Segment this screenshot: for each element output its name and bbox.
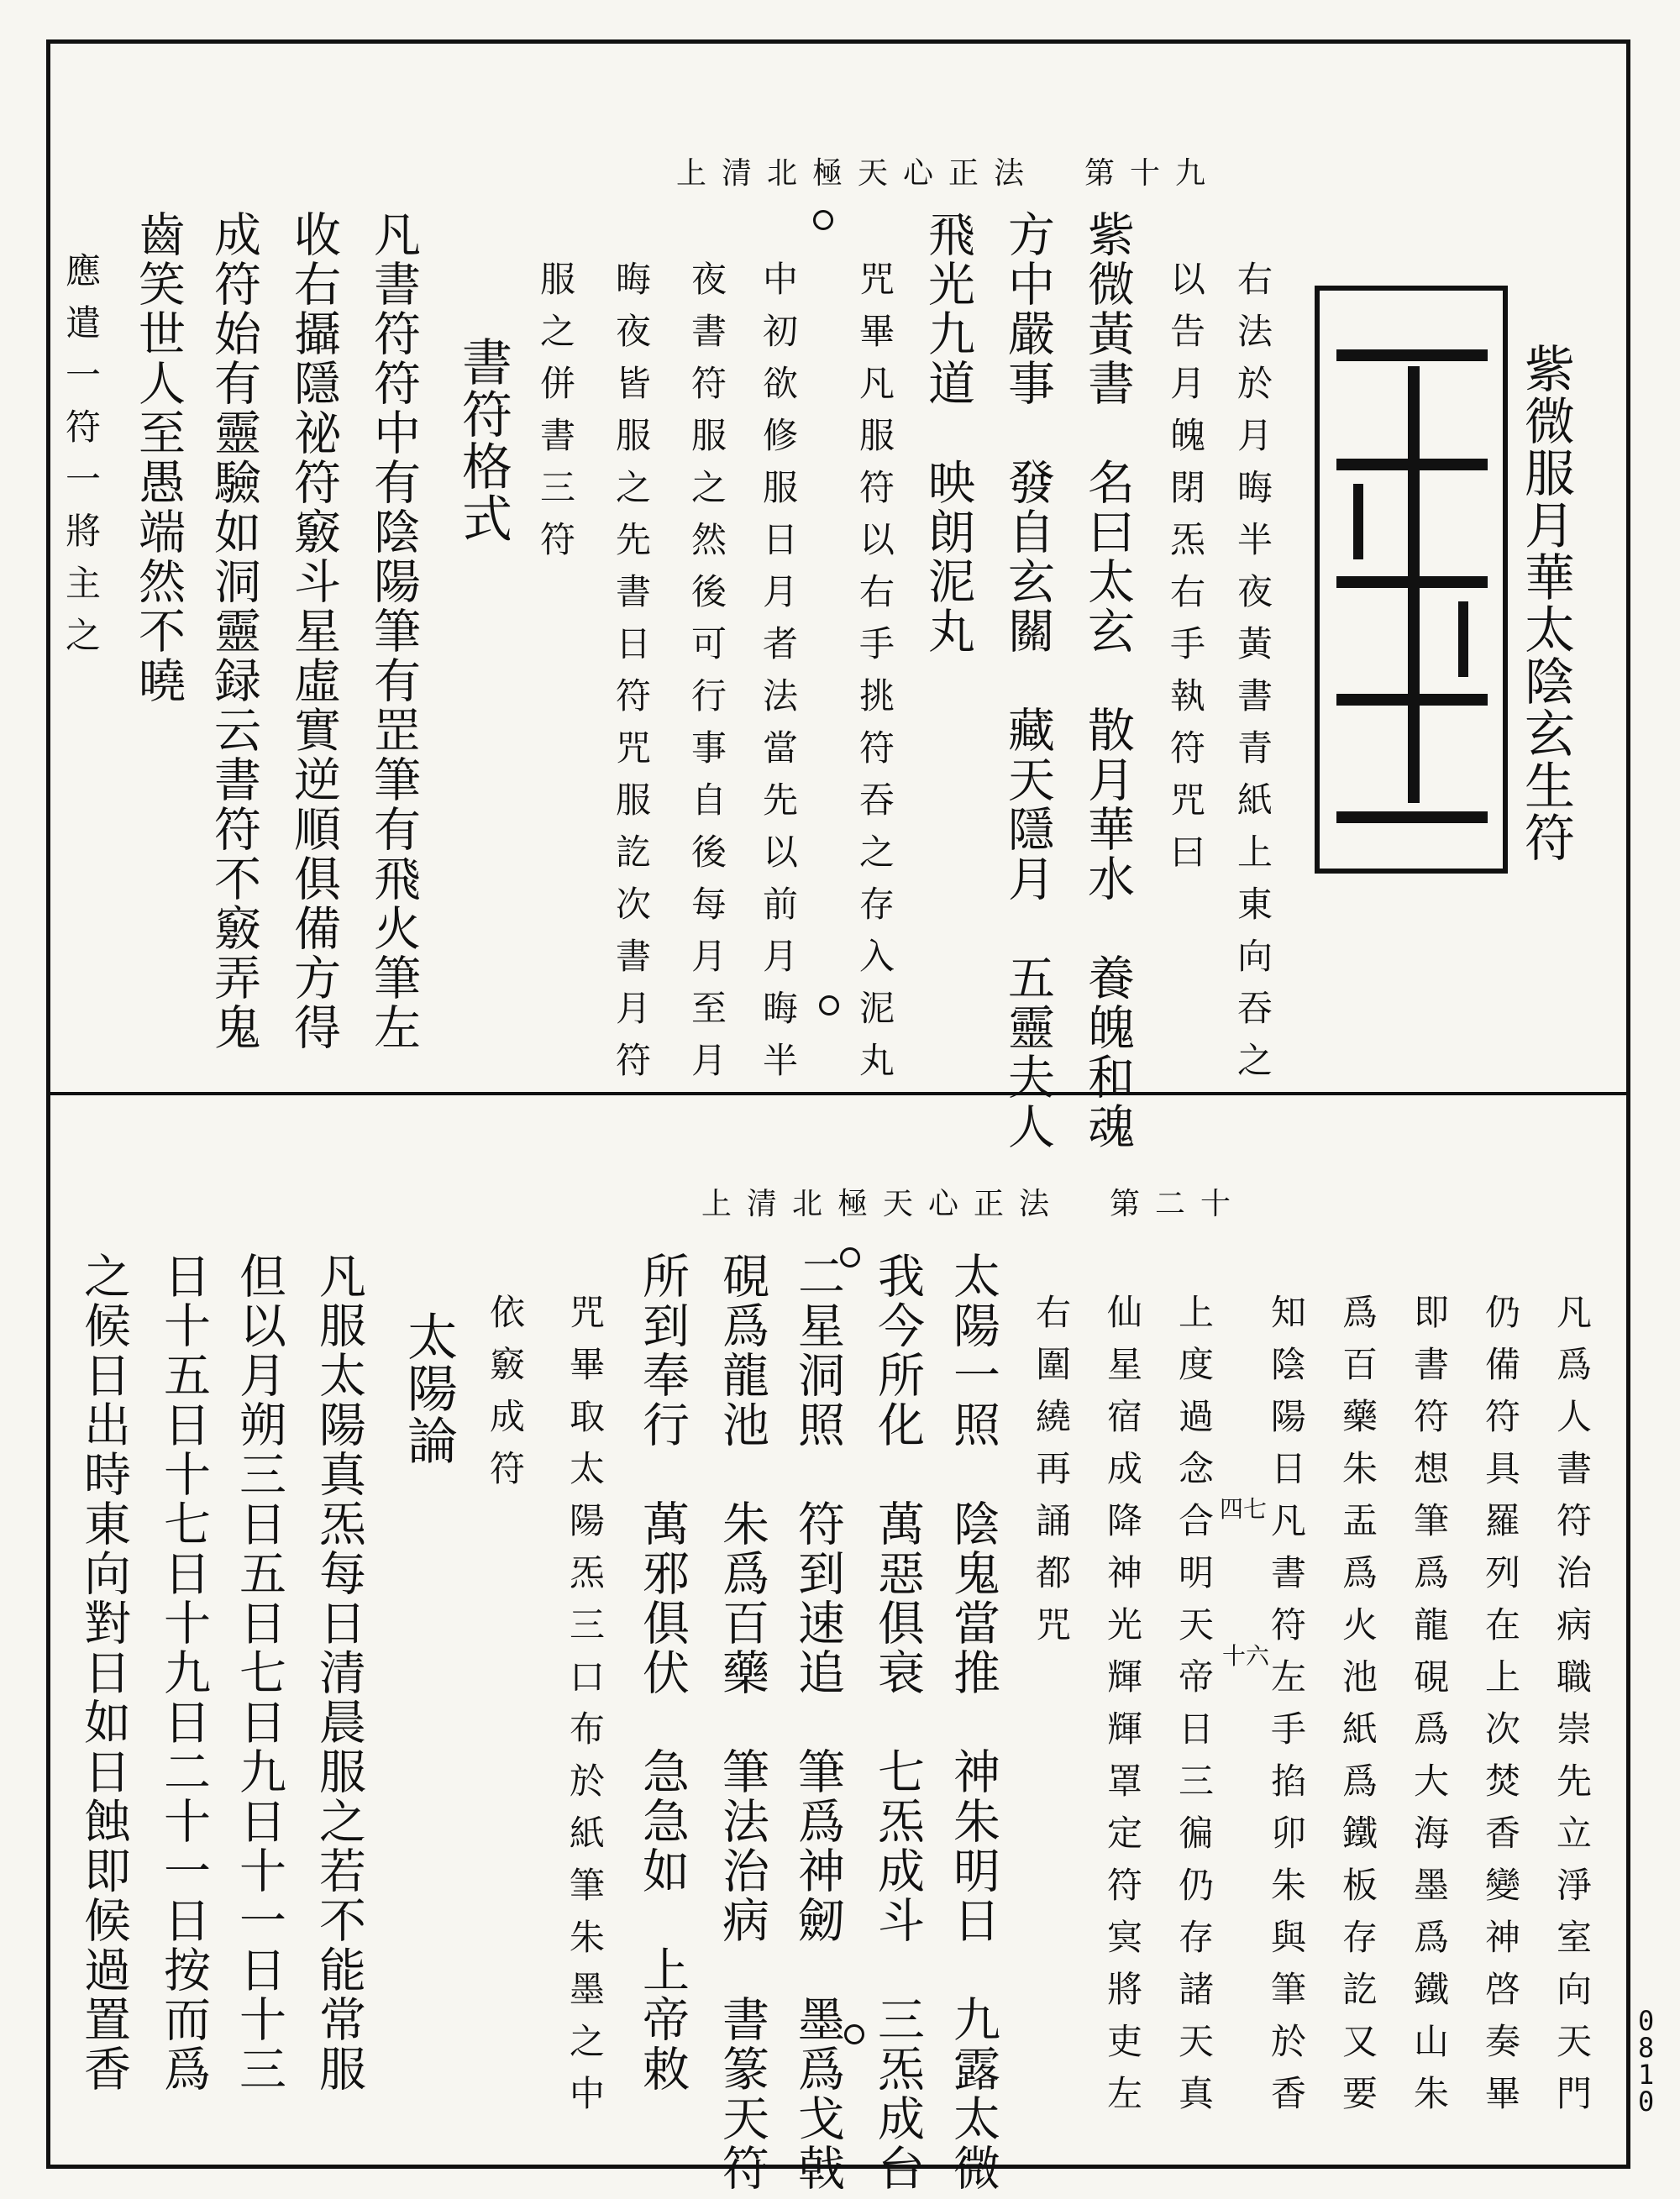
top-col-14: 成符始有靈驗如洞靈録云書符不竅弄鬼	[207, 210, 261, 1052]
top-col-12: 凡書符符中有陰陽筆有罡筆有飛火筆左	[366, 210, 421, 1052]
bottom-col-4: 爲百藥朱盂爲火池紙爲鐵板存訖又要	[1337, 1294, 1378, 2127]
bottom-col-16: 太陽論	[399, 1310, 458, 1467]
top-col-10: 服之併書三符	[535, 260, 576, 573]
marker-circle	[840, 1247, 860, 1267]
marker-circle	[813, 210, 833, 230]
top-col-11: 書符格式	[454, 336, 512, 544]
top-col-7: 中初欲修服日月者法當先以前月晦半	[758, 260, 799, 1094]
top-col-13: 收右攝隱祕符竅斗星虛實逆順俱備方得	[286, 210, 341, 1052]
bottom-header: 上清北極天心正法 第二十	[701, 1187, 1247, 1221]
bottom-col-12: 硯爲龍池 朱爲百藥 筆法治病 書篆天符	[715, 1252, 769, 2193]
top-col-15: 齒笑世人至愚端然不曉	[131, 210, 186, 706]
top-col-1: 右法於月晦半夜黃書青紙上東向吞之	[1232, 260, 1273, 1094]
bottom-col-6: 上度過念合明天帝日三徧仍存諸天真	[1173, 1294, 1215, 2127]
marker-circle	[844, 2024, 864, 2044]
top-col-2: 以告月魄閉炁右手執符咒曰	[1165, 260, 1206, 885]
page-note: 四七	[1220, 1495, 1268, 1523]
bottom-col-17: 凡服太陽真炁每日清晨服之若不能常服	[312, 1252, 366, 2094]
top-col-8: 夜書符服之然後可行事自後每月至月	[686, 260, 727, 1094]
top-col-3: 紫微黃書 名曰太玄 散月華水 養魄和魂	[1080, 210, 1135, 1152]
top-header: 上清北極天心正法 第十九	[676, 156, 1221, 191]
bottom-col-10: 我今所化 萬惡俱衰 七炁成斗 三炁成台	[870, 1252, 925, 2193]
bottom-col-14: 咒畢取太陽炁三口布於紙筆朱墨之中	[564, 1294, 606, 2127]
top-col-16: 應遣一符一將主之	[60, 252, 102, 669]
top-col-4: 方中嚴事 發自玄關 藏天隱月 五靈夫人	[1000, 210, 1055, 1152]
marker-circle	[819, 995, 839, 1016]
page-note: 十六	[1222, 1642, 1270, 1670]
top-title: 紫微服月華太陰玄生符	[1516, 343, 1575, 863]
bottom-col-5: 知陰陽日凡書符左手掐卯朱與筆於香	[1266, 1294, 1307, 2127]
bottom-col-8: 右圍繞再誦都咒	[1031, 1294, 1072, 1658]
bottom-col-2: 仍備符具羅列在上次焚香變神啓奏畢	[1480, 1294, 1521, 2127]
page-divider	[46, 1092, 1630, 1095]
top-col-6: 咒畢凡服符以右手挑符吞之存入泥丸	[854, 260, 895, 1094]
bottom-col-13: 所到奉行 萬邪俱伏 急急如 上帝敕	[635, 1252, 690, 2094]
bottom-col-1: 凡爲人書符治病職崇先立淨室向天門	[1551, 1294, 1593, 2127]
bottom-col-18: 但以月朔三日五日七日九日十一日十三	[232, 1252, 286, 2094]
talisman-seal	[1315, 286, 1508, 874]
top-col-5: 飛光九道 映朗泥丸	[921, 210, 975, 656]
page-number: 0810	[1638, 2005, 1655, 2118]
top-col-9: 晦夜皆服之先書日符咒服訖次書月符	[611, 260, 652, 1094]
bottom-col-3: 即書符想筆爲龍硯爲大海墨爲鐵山朱	[1409, 1294, 1450, 2127]
bottom-col-11: 二星洞照 符到速追 筆爲神劒 墨爲戈戟	[790, 1252, 845, 2193]
bottom-col-20: 之候日出時東向對日如日蝕即候過置香	[76, 1252, 131, 2094]
bottom-col-7: 仙星宿成降神光輝輝罩定符㝠將吏左	[1102, 1294, 1143, 2127]
bottom-col-9: 太陽一照 陰鬼當推 神朱明日 九露太微	[946, 1252, 1000, 2193]
bottom-col-19: 日十五日十七日十九日二十一日按而爲	[156, 1252, 211, 2094]
bottom-col-15: 依竅成符	[485, 1294, 526, 1502]
